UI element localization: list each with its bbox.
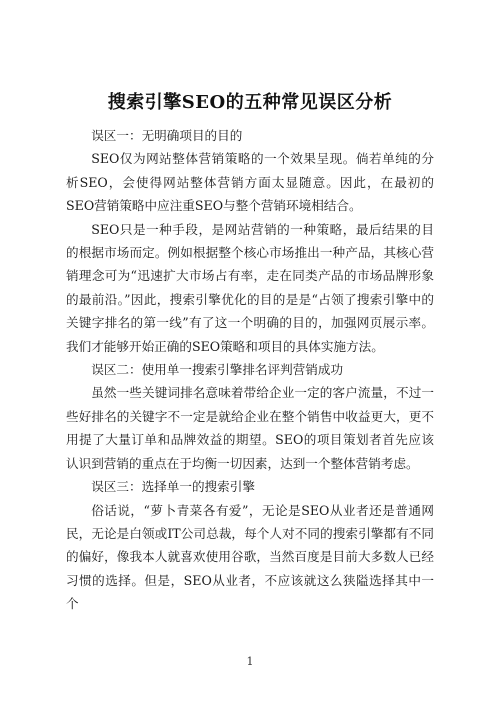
paragraph: SEO仅为网站整体营销策略的一个效果呈现。倘若单纯的分析SEO，会使得网站整体营销方面太显随意。因此，在最初的SEO营销策略中应注重SEO与整个营销环境相结合。 (66, 151, 434, 214)
paragraph: 俗话说，“萝卜青菜各有爱”，无论是SEO从业者还是普通网民，无论是白领或IT公司总裁，每个人对不同的搜索引擎都有不同的偏好，像我本人就喜欢使用谷歌，当然百度是目前大多数人已经习惯的选择。但是，SEO从业者，不应该就这么狭隘选择其中一个 (66, 502, 434, 612)
page-number: 1 (246, 655, 254, 668)
paragraph: SEO只是一种手段，是网站营销的一种策略，最后结果的目的根据市场而定。例如根据整个核心市场推出一种产品，其核心营销理念可为“迅速扩大市场占有率，走在同类产品的市场品牌形象的最前沿。”因此，搜索引擎优化的目的是是“占领了搜索引擎中的关键字排名的第一线”有了这一个明确的目的，加强网页展示率。我们才能够开始正确的SEO策略和项目的具体实施方法。 (66, 221, 434, 354)
section-heading-3: 误区三：选择单一的搜索引擎 (91, 479, 255, 495)
section-heading-2: 误区二：使用单一搜索引擎排名评判营销成功 (91, 362, 344, 378)
paragraph: 虽然一些关键词排名意味着带给企业一定的客户流量，不过一些好排名的关键字不一定是就给企业在整个销售中收益更大，更不用提了大量订单和品牌效益的期望。SEO的项目策划者首先应该认识到营销的重点在于均衡一切因素，达到一个整体营销考虑。 (66, 385, 434, 471)
section-heading-1: 误区一：无明确项目的目的 (91, 128, 243, 143)
document-body (66, 124, 434, 616)
document-title: 搜索引擎SEO的五种常见误区分析 (107, 92, 393, 113)
